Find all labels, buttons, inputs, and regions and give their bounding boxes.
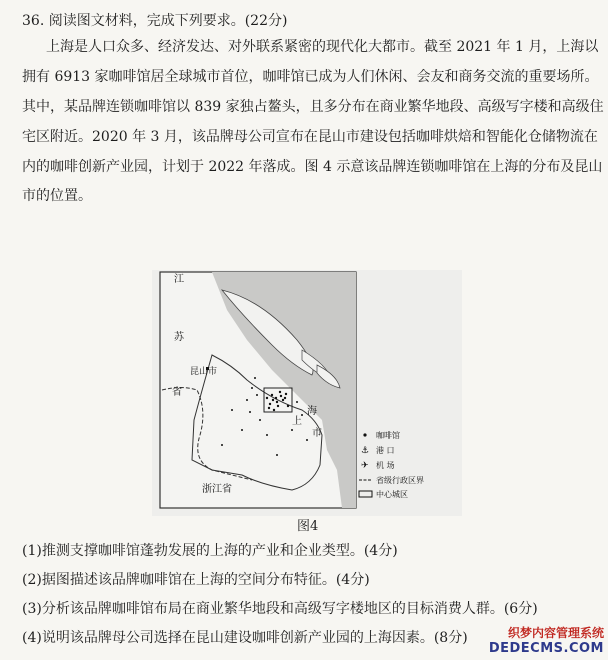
sub-question-2: (2)据图描述该品牌咖啡馆在上海的空间分布特征。(4分)	[22, 572, 370, 588]
legend-label-central: 中心城区	[376, 490, 408, 499]
map-legend	[359, 430, 424, 499]
legend-plane-icon: ✈	[361, 461, 369, 471]
map-label-sheng: 省	[172, 387, 182, 398]
map-svg	[152, 270, 462, 516]
paragraph-line-2: 拥有 6913 家咖啡馆居全球城市首位，咖啡馆已成为人们休闲、会友和商务交流的重要场所。	[22, 69, 599, 85]
figure-map	[152, 270, 462, 516]
legend-label-airport: 机 场	[376, 461, 395, 470]
paragraph-line-3: 其中，某品牌连锁咖啡馆以 839 家独占鳌头，且多分布在商业繁华地段、高级写字楼和高级住	[22, 99, 604, 115]
watermark-line2: DEDECMS.COM	[488, 641, 604, 656]
sub-question-3: (3)分析该品牌咖啡馆布局在商业繁华地段和高级写字楼地区的目标消费人群。(6分)	[22, 601, 538, 617]
map-label-kunshan: 昆山市	[190, 367, 218, 377]
paragraph-line-6: 市的位置。	[22, 188, 92, 204]
legend-label-port: 港 口	[376, 446, 395, 455]
legend-anchor-icon: ⚓	[361, 446, 370, 456]
question-title: 36. 阅读图文材料，完成下列要求。(22分)	[22, 13, 288, 29]
sub-question-4: (4)说明该品牌母公司选择在昆山建设咖啡创新产业园的上海因素。(8分)	[22, 630, 468, 646]
paragraph-line-5: 内的咖啡创新产业园，计划于 2022 年落成。图 4 示意该品牌连锁咖啡馆在上海的分布及昆山	[22, 159, 603, 175]
legend-label-cafe: 咖啡馆	[376, 431, 400, 440]
watermark	[489, 624, 604, 656]
sub-question-1: (1)推测支撑咖啡馆蓬勃发展的上海的产业和企业类型。(4分)	[22, 543, 398, 559]
map-label-shi: 市	[312, 428, 322, 439]
figure-caption: 图4	[297, 519, 319, 534]
watermark-line1: 织梦内容管理系统	[507, 626, 604, 640]
map-label-shang: 上	[292, 416, 302, 427]
map-label-hai: 海	[307, 406, 317, 417]
legend-dot-icon	[363, 433, 366, 436]
map-label-jiang: 江	[174, 274, 184, 285]
map-label-su: 苏	[174, 332, 184, 343]
paragraph-line-4: 宅区附近。2020 年 3 月，该品牌母公司宣布在昆山市建设包括咖啡烘焙和智能化仓储物流在	[22, 129, 598, 145]
map-label-zhejiang: 浙江省	[202, 484, 232, 495]
legend-rect-icon	[359, 491, 372, 497]
paragraph-line-1: 上海是人口众多、经济发达、对外联系紧密的现代化大都市。截至 2021 年 1 月，上海以	[46, 39, 599, 55]
legend-label-boundary: 省级行政区界	[376, 476, 424, 485]
